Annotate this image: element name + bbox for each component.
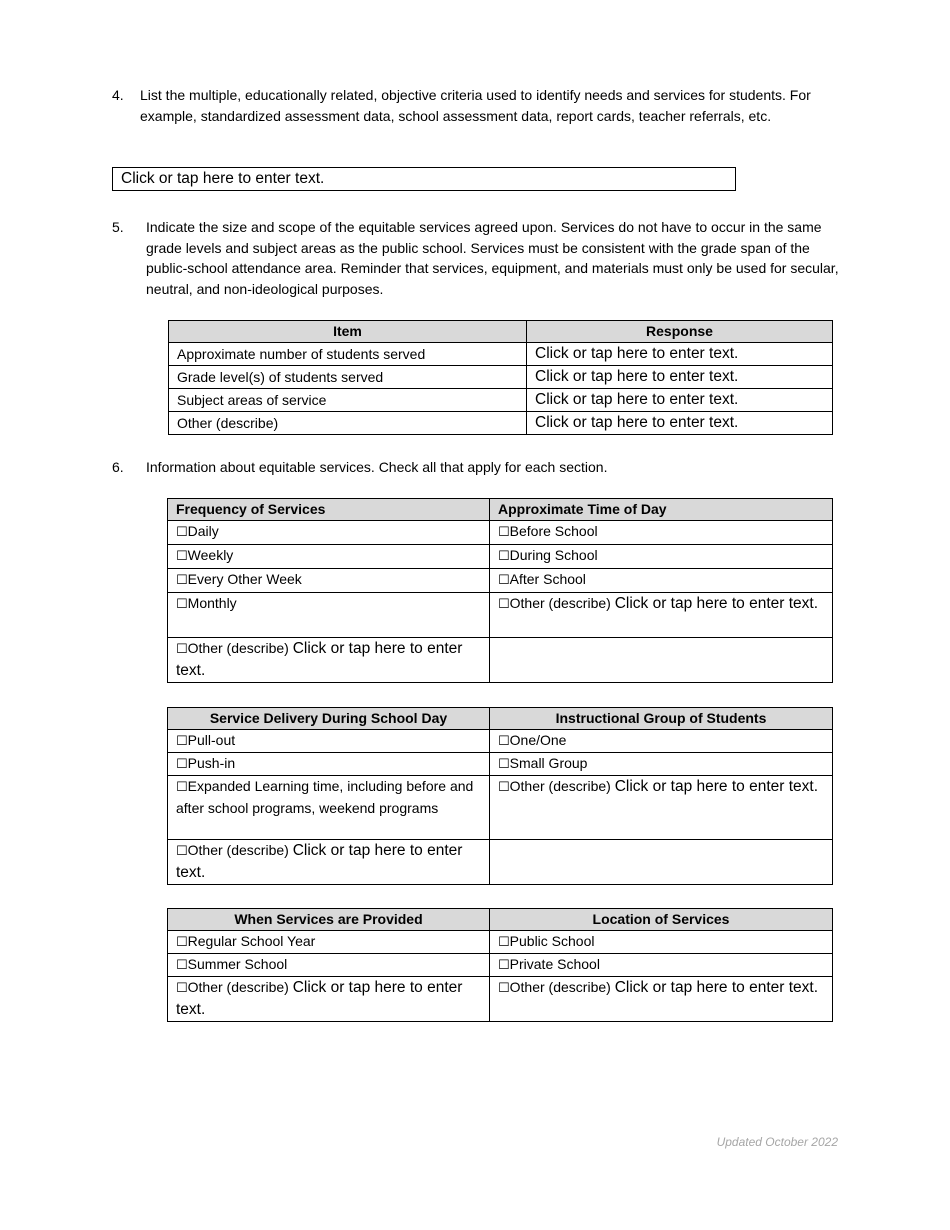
item-cell: Grade level(s) of students served: [169, 366, 527, 389]
column-header-delivery: Service Delivery During School Day: [168, 708, 490, 730]
checkbox-option[interactable]: ☐Push-in: [168, 753, 490, 776]
checkbox-option[interactable]: ☐Monthly: [168, 593, 490, 638]
other-text-field[interactable]: Click or tap here to enter text.: [614, 778, 819, 795]
checkbox-icon[interactable]: ☐: [176, 935, 188, 950]
checkbox-icon[interactable]: ☐: [498, 734, 510, 749]
checkbox-option[interactable]: ☐Summer School: [168, 954, 490, 977]
when-location-table: [167, 908, 833, 1022]
question-number: 6.: [112, 459, 124, 475]
other-text-field[interactable]: Click or tap here to enter text.: [614, 595, 819, 612]
checkbox-icon[interactable]: ☐: [498, 573, 510, 588]
response-field[interactable]: Click or tap here to enter text.: [527, 366, 833, 389]
checkbox-option-other[interactable]: ☐Other (describe) Click or tap here to enter text.: [490, 593, 833, 638]
column-header-when: When Services are Provided: [168, 909, 490, 931]
column-header-item: Item: [169, 321, 527, 343]
criteria-text-field[interactable]: Click or tap here to enter text.: [112, 167, 736, 191]
checkbox-icon[interactable]: ☐: [176, 780, 188, 795]
checkbox-option[interactable]: ☐One/One: [490, 730, 833, 753]
checkbox-option[interactable]: ☐Public School: [490, 931, 833, 954]
column-header-response: Response: [527, 321, 833, 343]
checkbox-icon[interactable]: ☐: [498, 597, 510, 612]
question-number: 5.: [112, 219, 124, 235]
checkbox-option-other[interactable]: ☐Other (describe) Click or tap here to enter text.: [490, 776, 833, 840]
checkbox-icon[interactable]: ☐: [176, 597, 188, 612]
checkbox-icon[interactable]: ☐: [176, 549, 188, 564]
empty-cell: [490, 638, 833, 683]
question-text: Information about equitable services. Check all that apply for each section.: [146, 459, 608, 475]
response-field[interactable]: Click or tap here to enter text.: [527, 389, 833, 412]
column-header-group: Instructional Group of Students: [490, 708, 833, 730]
checkbox-option-other[interactable]: ☐Other (describe) Click or tap here to enter text.: [168, 638, 490, 683]
other-text-field[interactable]: Click or tap here to enter text.: [176, 842, 463, 881]
checkbox-icon[interactable]: ☐: [498, 935, 510, 950]
checkbox-icon[interactable]: ☐: [176, 958, 188, 973]
checkbox-option[interactable]: ☐Regular School Year: [168, 931, 490, 954]
checkbox-icon[interactable]: ☐: [176, 642, 188, 657]
response-field[interactable]: Click or tap here to enter text.: [527, 412, 833, 435]
footer-updated-date: Updated October 2022: [716, 1135, 838, 1149]
table-row: [169, 343, 833, 366]
checkbox-icon[interactable]: ☐: [176, 734, 188, 749]
checkbox-option[interactable]: ☐During School: [490, 545, 833, 569]
column-header-frequency: Frequency of Services: [168, 499, 490, 521]
checkbox-icon[interactable]: ☐: [176, 981, 188, 996]
other-text-field[interactable]: Click or tap here to enter text.: [176, 979, 463, 1018]
other-text-field[interactable]: Click or tap here to enter text.: [176, 640, 463, 679]
column-header-location: Location of Services: [490, 909, 833, 931]
checkbox-icon[interactable]: ☐: [498, 958, 510, 973]
checkbox-option[interactable]: ☐Every Other Week: [168, 569, 490, 593]
checkbox-option-other[interactable]: ☐Other (describe) Click or tap here to enter text.: [168, 977, 490, 1022]
checkbox-option[interactable]: ☐Before School: [490, 521, 833, 545]
response-field[interactable]: Click or tap here to enter text.: [527, 343, 833, 366]
checkbox-option[interactable]: ☐Small Group: [490, 753, 833, 776]
checkbox-option-other[interactable]: ☐Other (describe) Click or tap here to enter text.: [168, 840, 490, 885]
checkbox-option[interactable]: ☐After School: [490, 569, 833, 593]
question-number: 4.: [112, 87, 124, 103]
checkbox-icon[interactable]: ☐: [176, 757, 188, 772]
checkbox-icon[interactable]: ☐: [176, 525, 188, 540]
checkbox-icon[interactable]: ☐: [498, 981, 510, 996]
column-header-time-of-day: Approximate Time of Day: [490, 499, 833, 521]
checkbox-option[interactable]: ☐Expanded Learning time, including before and after school programs, weekend programs: [168, 776, 490, 840]
checkbox-icon[interactable]: ☐: [176, 573, 188, 588]
question-text: Indicate the size and scope of the equitable services agreed upon. Services do not have to occur in the same grade levels and subject areas as the public school. Services must be consistent with the grade span of the public-school attendance area. Reminder that services, equipment, and materials must only be used for secular, neutral, and non-ideological purposes.: [146, 219, 839, 297]
item-cell: Subject areas of service: [169, 389, 527, 412]
item-cell: Approximate number of students served: [169, 343, 527, 366]
checkbox-option[interactable]: ☐Daily: [168, 521, 490, 545]
checkbox-option[interactable]: ☐Private School: [490, 954, 833, 977]
table-row: [169, 366, 833, 389]
empty-cell: [490, 840, 833, 885]
question-text: List the multiple, educationally related, objective criteria used to identify needs and services for students. For example, standardized assessment data, school assessment data, report cards, teacher referrals, etc.: [140, 87, 811, 124]
checkbox-icon[interactable]: ☐: [498, 525, 510, 540]
table-row: [169, 412, 833, 435]
checkbox-icon[interactable]: ☐: [498, 780, 510, 795]
frequency-time-table: [167, 498, 833, 683]
checkbox-option-other[interactable]: ☐Other (describe) Click or tap here to enter text.: [490, 977, 833, 1022]
table-row: [169, 389, 833, 412]
scope-table: [168, 320, 833, 435]
delivery-group-table: [167, 707, 833, 885]
checkbox-option[interactable]: ☐Weekly: [168, 545, 490, 569]
checkbox-option[interactable]: ☐Pull-out: [168, 730, 490, 753]
checkbox-icon[interactable]: ☐: [176, 844, 188, 859]
checkbox-icon[interactable]: ☐: [498, 757, 510, 772]
checkbox-icon[interactable]: ☐: [498, 549, 510, 564]
item-cell: Other (describe): [169, 412, 527, 435]
other-text-field[interactable]: Click or tap here to enter text.: [614, 979, 819, 996]
